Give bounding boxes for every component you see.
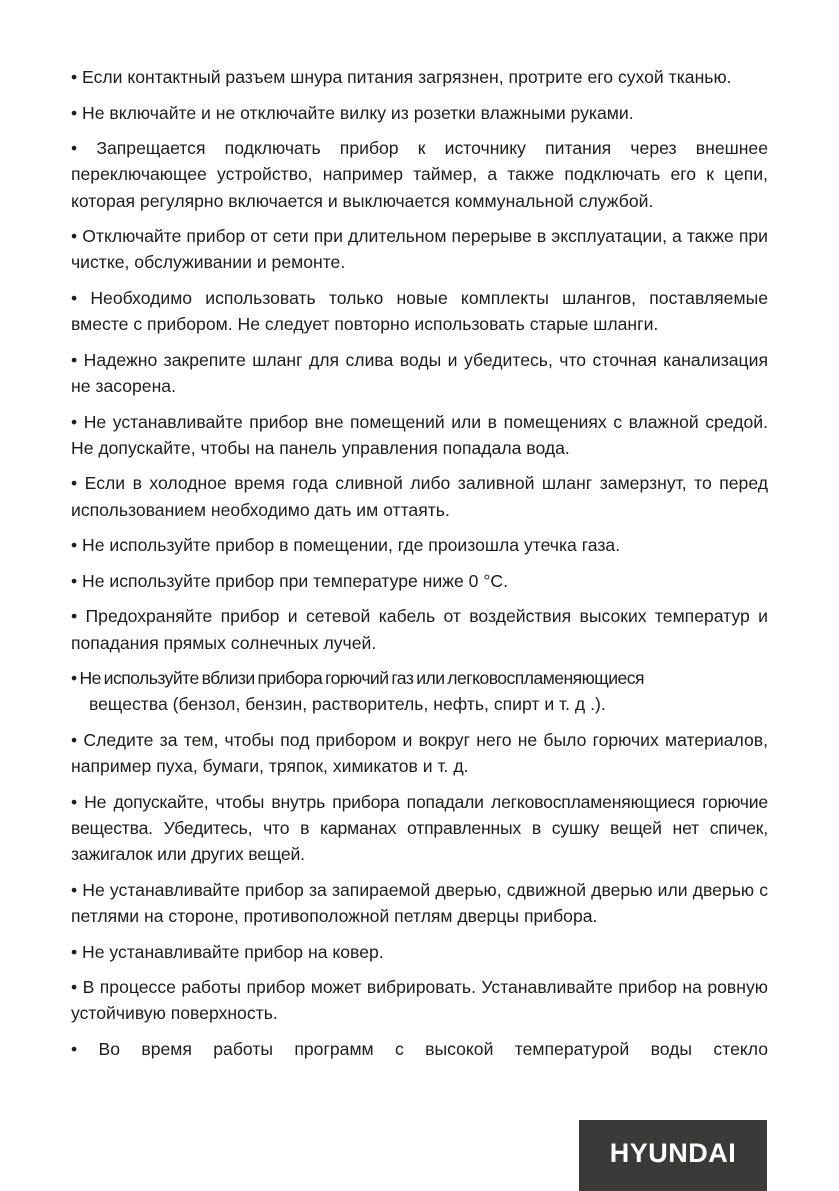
instruction-item: • Не используйте прибор в помещении, где произошла утечка газа. (71, 535, 621, 556)
safety-instructions (71, 64, 768, 1072)
instruction-item: • Не допускайте, чтобы внутрь прибора попадали легковоспламеняющиеся горючие вещества. Убедитесь, что в карманах отправленных в сушку вещей нет спичек, зажигалок или других вещей. (71, 791, 768, 865)
instruction-item: • Необходимо использовать только новые комплекты шлангов, поставляемые вместе с прибором. Не следует повторно использовать старые шланги. (71, 287, 768, 335)
instruction-item: • Отключайте прибор от сети при длительном перерыве в эксплуатации, а также при чистке, обслуживании и ремонте. (71, 226, 768, 273)
instruction-item: • Следите за тем, чтобы под прибором и вокруг него не было горючих материалов, например пуха, бумаги, тряпок, химикатов и т. д. (71, 729, 768, 777)
instruction-item: • Не используйте прибор при температуре ниже 0 °C. (71, 570, 508, 591)
instruction-item: • Не устанавливайте прибор за запираемой дверью, сдвижной дверью или дверью с петлями на стороне, противоположной петлям дверцы прибора. (71, 879, 768, 926)
instruction-item: • Надежно закрепите шланг для слива воды и убедитесь, что сточная канализация не засорена. (71, 349, 768, 396)
instruction-item: • Если контактный разъем шнура питания загрязнен, протрите его сухой тканью. (71, 67, 732, 87)
instruction-item-second-line: вещества (бензол, бензин, растворитель, нефть, спирт и т. д .). (89, 694, 606, 715)
instruction-item-first-line: • Не используйте вблизи прибора горючий газ или легковоспламеняющиеся (71, 668, 644, 689)
brand-logo (579, 1120, 767, 1191)
instruction-item: • Во время работы программ с высокой температурой воды стекло (71, 1038, 768, 1059)
instruction-item: • Не устанавливайте прибор вне помещений или в помещениях с влажной средой. Не допускайте, чтобы на панель управления попадала вода. (71, 411, 768, 458)
brand-name: HYUNDAI (609, 1138, 737, 1168)
instruction-item: • В процессе работы прибор может вибрировать. Устанавливайте прибор на ровную устойчивую поверхность. (71, 977, 768, 1024)
instruction-item: • Предохраняйте прибор и сетевой кабель от воздействия высоких температур и попадания прямых солнечных лучей. (71, 606, 768, 653)
instruction-item: • Не устанавливайте прибор на ковер. (71, 941, 384, 962)
instruction-item: • Запрещается подключать прибор к источнику питания через внешнее переключающее устройство, например таймер, а также подключать его к цепи, которая регулярно включается и выключается коммунальной службой. (71, 138, 768, 211)
instruction-item-indented (71, 665, 768, 717)
instruction-item: • Не включайте и не отключайте вилку из розетки влажными руками. (71, 102, 634, 123)
instruction-item: • Если в холодное время года сливной либо заливной шланг замерзнут, то перед использованием необходимо дать им оттаять. (71, 473, 768, 520)
